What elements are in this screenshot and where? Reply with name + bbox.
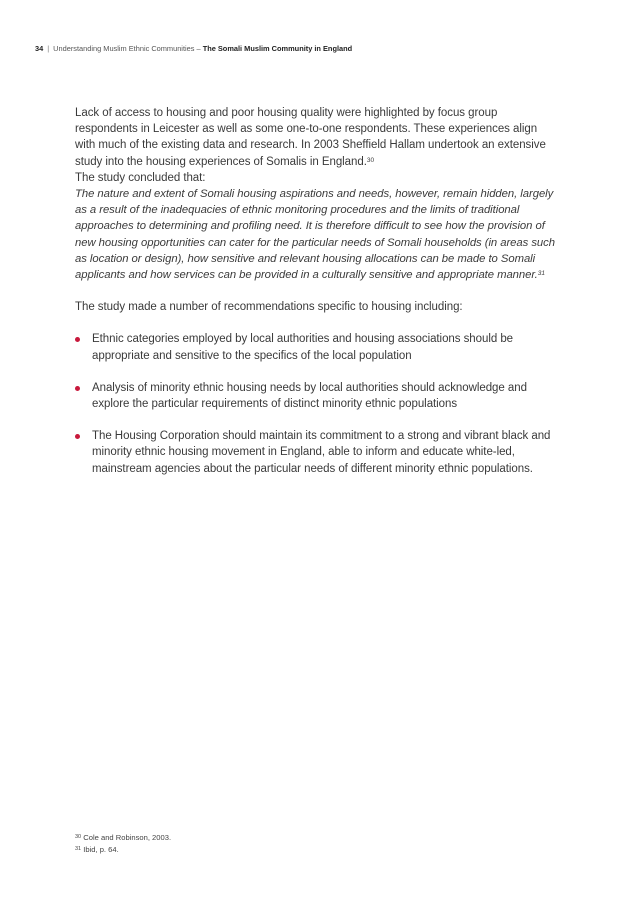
main-content — [75, 105, 555, 493]
running-header — [35, 44, 352, 53]
footnote-number: 30 — [75, 834, 82, 840]
quote-text: The nature and extent of Somali housing aspirations and needs, however, remain hidden, largely as a result of the inadequacies of ethnic monitoring procedures and the limits of traditional approaches to determining and profiling need. It is therefore difficult to see how the provision of new housing opportunities can cater for the particular needs of Somali households (in areas such as location or design), how sensitive and relevant housing allocations can be made to Somali applicants and how services can be provided in a culturally sensitive and appropriate manner. — [75, 188, 555, 282]
list-item-text: Ethnic categories employed by local authorities and housing associations should be appropriate and sensitive to the specifics of the local population — [92, 333, 514, 362]
block-quote — [75, 186, 555, 283]
list-item — [75, 380, 555, 412]
footnote-text: Cole and Robinson, 2003. — [83, 833, 172, 842]
list-item — [75, 331, 555, 363]
header-separator: | — [47, 44, 50, 53]
recommendations-lead: The study made a number of recommendations specific to housing including: — [75, 301, 463, 314]
bullet-icon — [75, 337, 80, 342]
header-subtitle: The Somali Muslim Community in England — [202, 44, 353, 53]
footnote-number: 31 — [75, 846, 82, 852]
intro-text: Lack of access to housing and poor housing quality were highlighted by focus group respondents in Leicester as well as some one-to-one respondents. These experiences align with much of the existing data and research. In 2003 Sheffield Hallam undertook an extensive study into the housing experiences of Somalis in England. — [75, 107, 546, 168]
intro-paragraph — [75, 105, 555, 170]
footnote-text: Ibid, p. 64. — [83, 845, 119, 854]
series-title: Understanding Muslim Ethnic Communities – — [53, 44, 201, 53]
footnote-ref-31[interactable]: 31 — [537, 270, 545, 278]
list-item-text: The Housing Corporation should maintain its commitment to a strong and vibrant black and minority ethnic housing movement in England, able to inform and educate white-led, mainstream agencies about the particular needs of different minority ethnic populations. — [92, 430, 551, 475]
list-item — [75, 428, 555, 477]
page-number: 34 — [35, 44, 44, 53]
recommendations-list — [75, 331, 555, 476]
footnotes — [75, 832, 171, 856]
footnote-ref-30[interactable]: 30 — [366, 156, 375, 164]
bullet-icon — [75, 386, 80, 391]
list-item-text: Analysis of minority ethnic housing needs by local authorities should acknowledge and explore the particular requirements of distinct minority ethnic populations — [92, 381, 527, 411]
conclusion-lead: The study concluded that: — [75, 171, 206, 184]
footnote-30 — [75, 832, 171, 844]
bullet-icon — [75, 434, 80, 439]
footnote-31 — [75, 844, 171, 856]
